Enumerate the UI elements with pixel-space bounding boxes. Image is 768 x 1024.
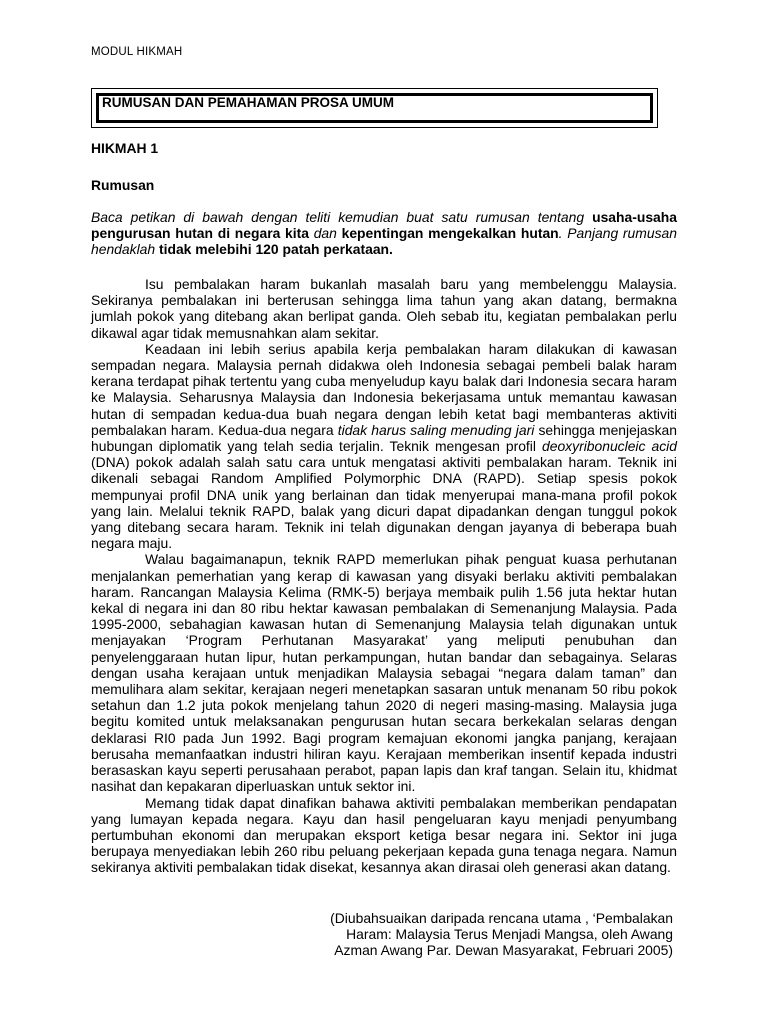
para2-text-c: (DNA) pokok adalah salah satu cara untuk mengatasi aktiviti pembalakan haram. Teknik ini dikenali sebagai Random Amplified Polymorphic DNA (RAPD). Setiap spesis pokok mempunyai profil DNA unik yang berlainan dan tidak menyerupai mana-mana profil pokok yang lain. Melalui teknik RAPD, balak yang dicuri dapat dipadankan dengan tunggul pokok yang ditebang secara haram. Teknik ini telah digunakan dengan jayanya di beberapa buah negara maju. (91, 454, 677, 552)
module-header: MODUL HIKMAH (91, 46, 183, 58)
instruction-bold1: usaha-usaha pengurusan hutan di negara kita (91, 209, 677, 242)
passage-paragraph-4: Memang tidak dapat dinafikan bahawa aktiviti pembalakan memberikan pendapatan yang lumayan kepada negara. Kayu dan hasil pengeluaran kayu menjadi penyumbang pertumbuhan ekonomi dan merupakan eksport ketiga besar negara ini. Sektor ini juga berupaya menyediakan lebih 260 ribu peluang pekerjaan kepada guna tenaga negara. Namun sekiranya aktiviti pembalakan tidak disekat, kesannya akan dirasai oleh generasi akan datang. (91, 794, 677, 876)
passage-paragraph-1: Isu pembalakan haram bukanlah masalah baru yang membelenggu Malaysia. Sekiranya pembalakan ini berterusan sehingga lima tahun yang akan datang, bermakna jumlah pokok yang ditebang akan berlipat ganda. Oleh sebab itu, kegiatan pembalakan perlu dikawal agar tidak memusnahkan alam sekitar. (91, 276, 677, 341)
citation (271, 910, 673, 959)
passage (91, 276, 677, 876)
subsection-heading: Rumusan (91, 177, 155, 193)
document-body (91, 140, 677, 959)
section-heading: HIKMAH 1 (91, 140, 159, 156)
instruction-part1: Baca petikan di bawah dengan teliti kemudian buat satu rumusan tentang (91, 209, 593, 225)
instruction-bold2: kepentingan mengekalkan hutan (341, 225, 559, 242)
instruction-bold3: tidak melebihi 120 patah perkataan. (158, 241, 393, 258)
page-title: RUMUSAN DAN PEMAHAMAN PROSA UMUM (102, 95, 394, 110)
instruction-text (91, 209, 677, 258)
title-box (91, 88, 658, 128)
instruction-part2: dan (308, 225, 342, 242)
citation-line-2: Haram: Malaysia Terus Menjadi Mangsa, oleh Awang (346, 926, 673, 943)
para2-italic-1: tidak harus saling menuding jari (337, 421, 535, 438)
passage-paragraph-3: Walau bagaimanapun, teknik RAPD memerlukan pihak penguat kuasa perhutanan menjalankan pemerhatian yang kerap di kawasan yang disyaki berlaku aktiviti pembalakan haram. Rancangan Malaysia Kelima (RMK-5) berjaya membaik pulih 1.56 juta hektar hutan kekal di negara ini dan 80 ribu hektar kawasan pembalakan di Semenanjung Malaysia. Pada 1995-2000, sebahagian kawasan hutan di Semenanjung Malaysia telah digunakan untuk menjayakan ‘Program Perhutanan Masyarakat’ yang meliputi penubuhan dan penyelenggaraan hutan lipur, hutan perkampungan, hutan bandar dan sebagainya. Selaras dengan usaha kerajaan untuk menjadikan Malaysia sebagai “negara dalam taman” dan memulihara alam sekitar, kerajaan negeri menetapkan sasaran untuk menanam 50 ribu pokok setahun dan 1.2 juta pokok menjelang tahun 2020 di negeri masing-masing. Malaysia juga begitu komited untuk melaksanakan pengurusan hutan secara berkekalan selaras dengan deklarasi RI0 pada Jun 1992. Bagi program kemajuan ekonomi jangka panjang, kerajaan berusaha memanfaatkan industri hiliran kayu. Kerajaan memberikan insentif kepada industri berasaskan kayu seperti perusahaan perabot, papan lapis dan kraf tangan. Selain itu, khidmat nasihat dan kepakaran diperluaskan untuk sektor ini. (91, 551, 677, 795)
citation-line-1: (Diubahsuaikan daripada rencana utama , ‘Pembalakan (330, 910, 673, 926)
citation-line-3: Azman Awang Par. Dewan Masyarakat, Februari 2005) (334, 942, 673, 959)
passage-paragraph-2 (91, 341, 677, 552)
para2-text-a: Keadaan ini lebih serius apabila kerja pembalakan haram dilakukan di kawasan sempadan negara. Malaysia pernah didakwa oleh Indonesia sebagai pembeli balak haram kerana terdapat pihak tertentu yang cuba menyeludup kayu balak dari Indonesia secara haram ke Malaysia. Seharusnya Malaysia dan Indonesia bekerjasama untuk memantau kawasan hutan di sempadan kedua-dua buah negara dengan lebih ketat bagi membanteras aktiviti pembalakan haram. Kedua-dua negara (91, 340, 677, 438)
instruction-part3: . Panjang rumusan hendaklah (91, 225, 677, 258)
para2-italic-2: deoxyribonucleic acid (542, 438, 677, 455)
para2-text-b: sehingga menjejaskan hubungan diplomatik yang telah sedia terjalin. Teknik mengesan profil (91, 421, 677, 455)
